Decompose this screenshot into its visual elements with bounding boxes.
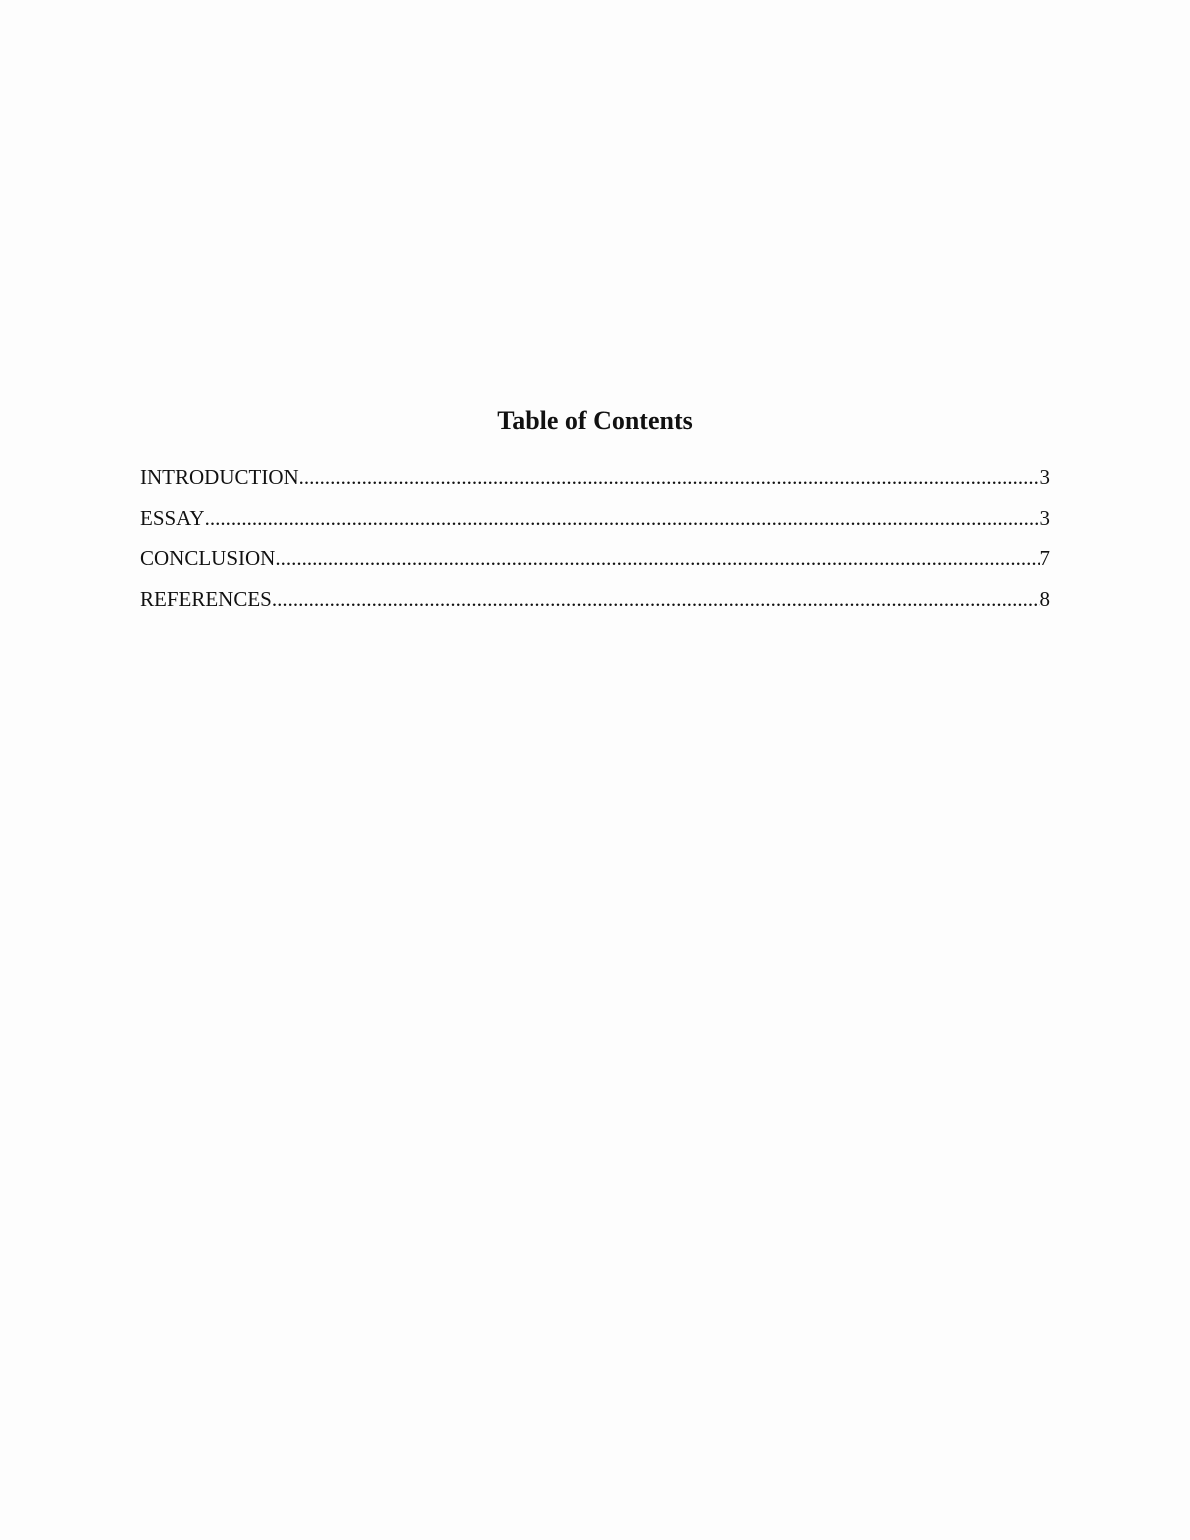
toc-dot-leader (205, 503, 1040, 533)
toc-entry-page-number: 3 (1039, 465, 1050, 489)
toc-entry-page-number: 3 (1039, 505, 1050, 530)
toc-dot-leader (299, 462, 1040, 492)
toc-dot-leader (272, 584, 1040, 614)
toc-entry-introduction[interactable] (140, 462, 1050, 503)
toc-entry-essay[interactable] (140, 503, 1050, 544)
toc-entry-label: REFERENCES (140, 586, 272, 611)
toc-entry-label: CONCLUSION (140, 546, 276, 570)
toc-entry-page-number: 8 (1039, 586, 1050, 611)
toc-entry-label: ESSAY (140, 505, 205, 530)
toc-entry-label: INTRODUCTION (140, 465, 299, 489)
toc-dot-leader (275, 543, 1039, 573)
toc-entry-conclusion[interactable] (140, 543, 1050, 584)
toc-entry-references[interactable] (140, 584, 1050, 625)
toc-entry-page-number: 7 (1039, 546, 1050, 570)
toc-title: Table of Contents (497, 406, 693, 435)
toc-list (140, 462, 1050, 624)
